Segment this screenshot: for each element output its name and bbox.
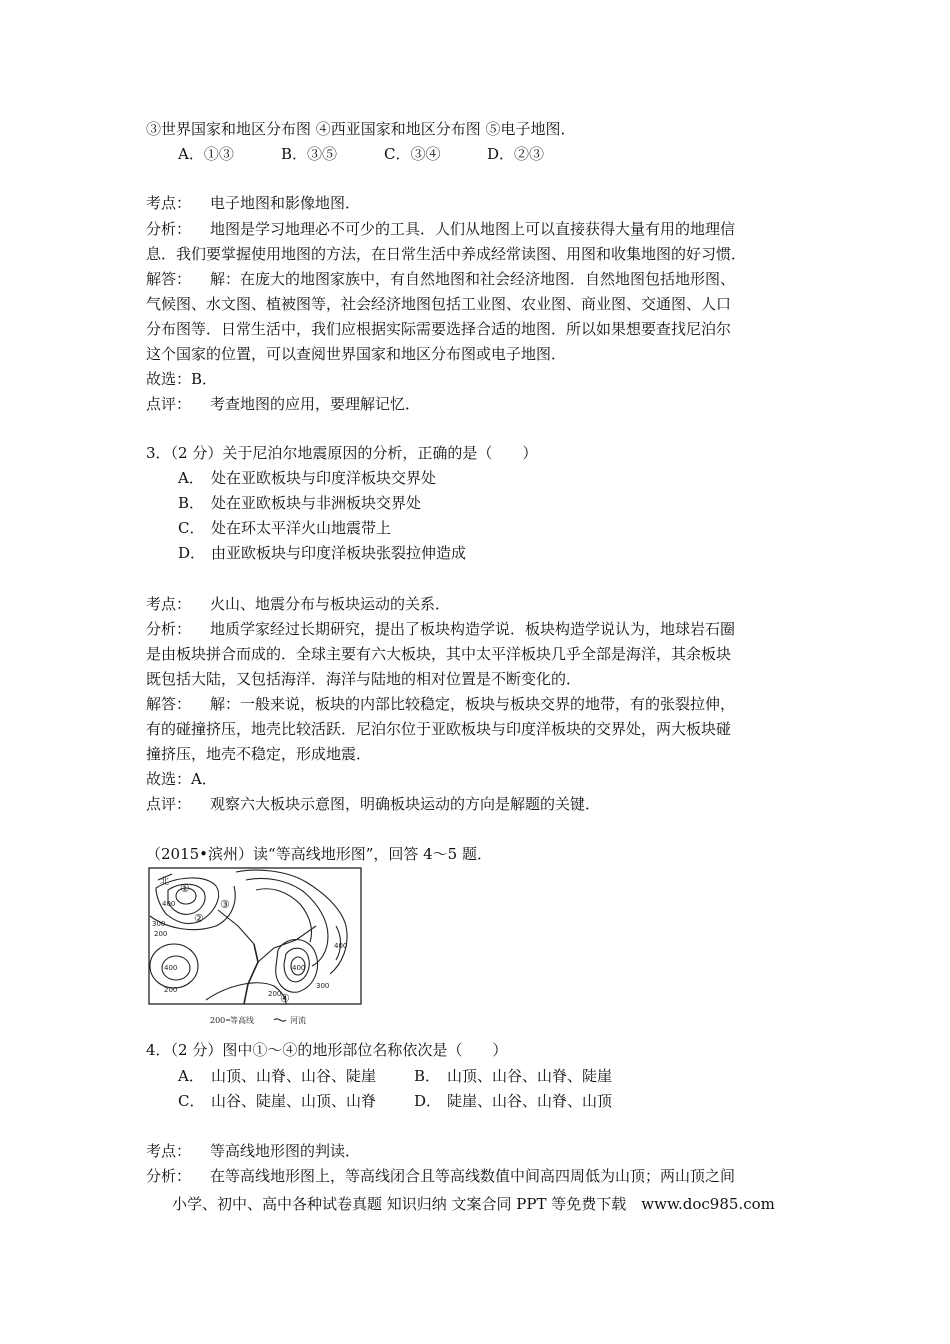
q4-option-c: C． 山谷、陡崖、山顶、山脊	[178, 1092, 377, 1110]
q2-options	[178, 144, 544, 164]
a3-jieda: 解答： 解：一般来说，板块的内部比较稳定，板块与板块交界的地带，有的张裂拉伸，	[146, 695, 736, 713]
legend-contour-value: 200	[210, 1016, 226, 1025]
q3-option-b: B． 处在亚欧板块与非洲板块交界处	[178, 494, 422, 512]
map-label-1: ①	[180, 882, 190, 895]
a2-jieda-line: 气候图、水文图、植被图等，社会经济地图包括工业图、农业图、商业图、交通图、人口	[146, 295, 732, 313]
a2-dianping: 点评： 考查地图的应用，要理解记忆．	[146, 395, 421, 413]
a3-jieda-line: 撞挤压，地壳不稳定，形成地震．	[146, 745, 372, 763]
legend-river-text: 河流	[290, 1016, 306, 1025]
a2-kaodian: 考点： 电子地图和影像地图．	[146, 194, 361, 212]
legend-contour-text: 等高线	[230, 1016, 254, 1025]
a3-fenxi-line: 是由板块拼合而成的．全球主要有六大板块，其中太平洋板块几乎全部是海洋，其余板块	[146, 645, 732, 663]
contour-label: 400	[292, 964, 306, 972]
a3-dianping: 点评： 观察六大板块示意图，明确板块运动的方向是解题的关键．	[146, 795, 601, 813]
a2-jieda-line: 分布图等．日常生活中，我们应根据实际需要选择合适的地图．所以如果想要查找尼泊尔	[146, 320, 732, 338]
q2-option-line: ③世界国家和地区分布图 ④西亚国家和地区分布图 ⑤电子地图．	[146, 120, 576, 138]
a4-kaodian: 考点： 等高线地形图的判读．	[146, 1142, 361, 1160]
q2-option-b: B．③⑤	[281, 145, 338, 163]
contour-label: 200	[268, 990, 282, 998]
q3-option-c: C． 处在环太平洋火山地震带上	[178, 519, 392, 537]
q2-option-c: C．③④	[384, 145, 441, 163]
contour-label: 300	[152, 920, 166, 928]
contour-label: 200	[154, 930, 168, 938]
north-label: 北	[160, 877, 170, 887]
contour-label: 400	[162, 900, 176, 908]
river	[258, 926, 316, 962]
legend-river-symbol	[274, 1019, 286, 1021]
contour-map	[146, 866, 364, 1029]
contour-label: 400	[164, 964, 178, 972]
a2-guxuan: 故选：B．	[146, 370, 218, 388]
q3-stem: 3．（2 分）关于尼泊尔地震原因的分析，正确的是（ ）	[146, 444, 538, 462]
q4-options-row1	[178, 1066, 612, 1086]
a4-fenxi: 分析： 在等高线地形图上，等高线闭合且等高线数值中间高四周低为山顶；两山顶之间	[146, 1167, 736, 1185]
contour-label: 300	[316, 982, 330, 990]
contour-line	[236, 870, 347, 974]
q2-option-d: D．②③	[487, 145, 545, 163]
map-label-2: ②	[194, 912, 204, 925]
map-label-4: ④	[280, 992, 290, 1005]
map-label-3: ③	[220, 898, 230, 911]
contour-label: 200	[164, 986, 178, 994]
q2-option-a: A．①③	[178, 145, 234, 163]
a3-fenxi-line: 既包括大陆，又包括海洋．海洋与陆地的相对位置是不断变化的．	[146, 670, 582, 688]
a3-guxuan: 故选：A．	[146, 770, 217, 788]
q45-intro: （2015•滨州）读“等高线地形图”，回答 4～5 题．	[146, 845, 492, 863]
q4-option-d: D． 陡崖、山谷、山脊、山顶	[414, 1092, 613, 1110]
contour-line	[256, 889, 312, 942]
q4-options-row2	[178, 1091, 612, 1111]
q4-option-a: A． 山顶、山脊、山谷、陡崖	[178, 1067, 377, 1085]
page-footer: 小学、初中、高中各种试卷真题 知识归纳 文案合同 PPT 等免费下载 www.doc985.com	[172, 1195, 775, 1213]
river	[244, 944, 258, 1004]
q4-stem: 4．（2 分）图中①～④的地形部位名称依次是（ ）	[146, 1041, 508, 1059]
river	[218, 910, 254, 944]
a2-jieda: 解答： 解：在庞大的地图家族中，有自然地图和社会经济地图．自然地图包括地形图、	[146, 270, 736, 288]
a2-fenxi: 分析： 地图是学习地理必不可少的工具．人们从地图上可以直接获得大量有用的地理信	[146, 220, 736, 238]
q3-option-a: A． 处在亚欧板块与印度洋板块交界处	[178, 469, 437, 487]
a2-jieda-line: 这个国家的位置，可以查阅世界国家和地区分布图或电子地图．	[146, 345, 567, 363]
q3-option-d: D． 由亚欧板块与印度洋板块张裂拉伸造成	[178, 544, 467, 562]
a3-fenxi: 分析： 地质学家经过长期研究，提出了板块构造学说．板块构造学说认为，地球岩石圈	[146, 620, 736, 638]
a3-jieda-line: 有的碰撞挤压，地壳比较活跃．尼泊尔位于亚欧板块与印度洋板块的交界处，两大板块碰	[146, 720, 732, 738]
contour-label: 400	[334, 942, 348, 950]
a3-kaodian: 考点： 火山、地震分布与板块运动的关系．	[146, 595, 451, 613]
a2-fenxi-line: 息．我们要掌握使用地图的方法，在日常生活中养成经常读图、用图和收集地图的好习惯．	[146, 245, 747, 263]
q4-option-b: B． 山顶、山谷、山脊、陡崖	[414, 1067, 613, 1085]
